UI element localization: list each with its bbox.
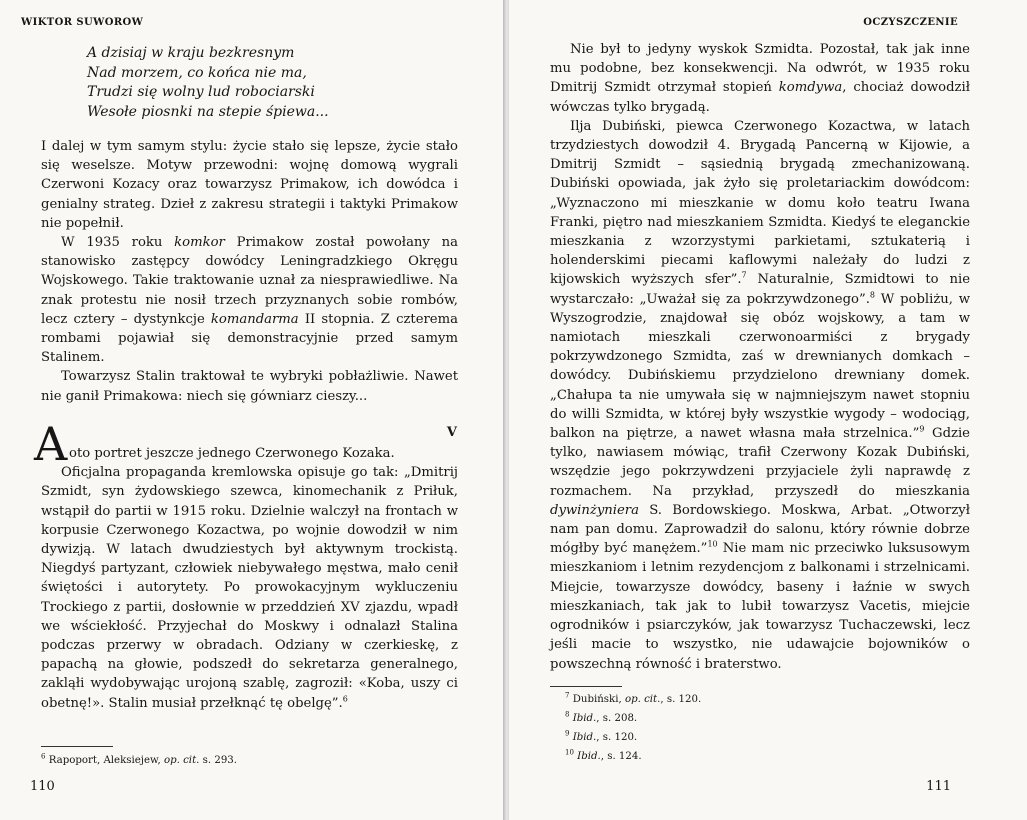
page-number-right: 111	[926, 779, 951, 794]
footnote: $^8$ Ibid., s. 208.	[565, 710, 638, 724]
page-number-left: 110	[30, 779, 55, 794]
paragraph: W 1935 roku komkor Primakow został powołany na stanowisko zastępcy dowódcy Leningradzkiego Okręgu Wojskowego. Takie traktowanie uznał za niesprawiedliwe. Na znak protestu nie nosił trzech przyznanych sobie rombów, lecz cztery – dystynkcje komandarma II stopnia. Z czterema rombami pojawiał się demonstracyjnie przed samym Stalinem.	[41, 235, 458, 366]
footnote: $^6$ Rapoport, Aleksiejew, op. cit. s. 293.	[41, 752, 238, 766]
right-body	[550, 40, 970, 674]
drop-cap: A	[34, 417, 68, 471]
footnote: $^{10}$ Ibid., s. 124.	[565, 748, 642, 762]
footnote-rule	[41, 746, 113, 747]
footnote-ref: 7	[741, 271, 747, 281]
paragraph: Oficjalna propaganda kremlowska opisuje go tak: „Dmitrij Szmidt, syn żydowskiego szewca, kinomechanik z Priłuk, wstąpił do partii w 1915 roku. Dzielnie walczył na frontach w korpusie Czerwonego Kozactwa, po wojnie dowodził w nim dywizją. W latach dwudziestych był aktywnym trockistą. Niegdyś partyzant, człowiek niebywałego męstwa, mało cenił świętości i autorytety. Po prowokacyjnym wykluczeniu Trockiego z partii, dosłownie w przeddzień XV zjazdu, wpadł we wściekłość. Przyjechał do Moskwy i odnalazł Stalina podczas przerwy w obradach. Odziany w czerkieskę, z papachą na głowie, podszedł do sekretarza generalnego, zakląłi wydobywając urojoną szablę, zagroził: «Koba, uszy ci obetnę!». Stalin musiał przełknąć tę obelgę”.$^6$	[41, 465, 458, 711]
left-page	[0, 0, 505, 820]
paragraph: I dalej w tym samym stylu: życie stało się lepsze, życie stało się weselsze. Motyw przewodni: wojnę domową wygrali Czerwoni Kozacy oraz towarzysz Primakow, ich dowódca i genialny strateg. Dzieł z zakresu strategii i taktyki Primakow nie popełnił.	[41, 139, 458, 231]
section-number: V	[446, 425, 457, 440]
paragraph: Ilja Dubiński, piewca Czerwonego Kozactwa, w latach trzydziestych dowodził 4. Brygadą Pancerną w Kijowie, a Dmitrij Szmidt – sąsiednią brygadą zmechanizowaną. Dubiński opowiada, jak żyło się proletariackim dowódcom: „Wyznaczono mi mieszkanie w domu koło teatru Iwana Franki, piętro nad mieszkaniem Szmidta. Kiedyś te eleganckie mieszkania z wzorzystymi parkietami, sztukaterią i holenderskimi piecami kaflowymi należały do ludzi z kijowskich wyższych sfer”.$^7$ Naturalnie, Szmidtowi to nie wystarczało: „Uważał się za pokrzywdzonego”.$^8$ W pobliżu, w Wyszogrodzie, znajdował się obóz wojskowy, a tam w namiotach mieszkali czerwonoarmiści z brygady pokrzywdzonego Szmidta, zaś w drewnianych domkach – dowódcy. Dubińskiemu przydzielono drewniany domek. „Chałupa ta nie umywała się w najmniejszym nawet stopniu do willi Szmidta, w której były wszystkie wygody – wodociąg, balkon na piętrze, a nawet własna mała strzelnica.”$^9$ Gdzie tylko, nawiasem mówiąc, trafił Czerwony Kozak Dubiński, wszędzie jego pokrzywdzeni przyjaciele żyli naprawdę z rozmachem. Na przykład, przyszedł do mieszkania dywinżyniera S. Bordowskiego. Moskwa, Arbat. „Otworzył nam pan domu. Zaprowadził do salonu, który równie dobrze mógłby być manężem.”$^{10}$ Nie mam nic przeciwko luksusowym mieszkaniom i letnim rezydencjom z balkonami i strzelnicami. Miejcie, towarzysze dowódcy, baseny i łaźnie w swych mieszkaniach, tak jak to lubił towarzysz Vacetis, miejcie ogrodników i psiarczyków, jak towarzysz Tuchaczewski, lecz jeśli macie to wszystko, nie udawajcie bojowników o powszechną równość i braterstwo.	[550, 118, 971, 672]
poem-line: Trudzi się wolny lud robociarski	[87, 84, 315, 100]
footnote: $^7$ Dubiński, op. cit., s. 120.	[565, 691, 702, 705]
footnote-rule	[550, 686, 622, 687]
footnote-ref: 6	[342, 694, 348, 704]
running-head-right: OCZYSZCZENIE	[863, 17, 958, 28]
footnote-ref: 10	[707, 539, 718, 549]
right-page	[509, 0, 1027, 820]
footnote: $^9$ Ibid., s. 120.	[565, 729, 638, 743]
poem-line: A dzisiaj w kraju bezkresnym	[87, 45, 295, 61]
running-head-left: WIKTOR SUWOROW	[21, 17, 144, 28]
paragraph: oto portret jeszcze jednego Czerwonego Kozaka.	[69, 446, 395, 461]
poem-line: Nad morzem, co końca nie ma,	[87, 64, 307, 81]
left-body-lower	[41, 444, 458, 713]
left-body-upper	[41, 137, 458, 406]
footnote-ref: 8	[869, 290, 876, 300]
paragraph: Nie był to jedyny wyskok Szmidta. Pozostał, tak jak inne mu podobne, bez konsekwencji. Na odwrót, w 1935 roku Dmitrij Szmidt otrzymał stopień komdywa, chociaż dowodził wówczas tylko brygadą.	[550, 42, 970, 115]
poem-line: Wesołe piosnki na stepie śpiewa...	[87, 103, 329, 120]
paragraph: Towarzysz Stalin traktował te wybryki pobłażliwie. Nawet nie ganił Primakowa: niech się gówniarz cieszy...	[41, 369, 458, 404]
footnote-ref: 9	[919, 424, 925, 434]
poem-stanza	[87, 44, 329, 122]
